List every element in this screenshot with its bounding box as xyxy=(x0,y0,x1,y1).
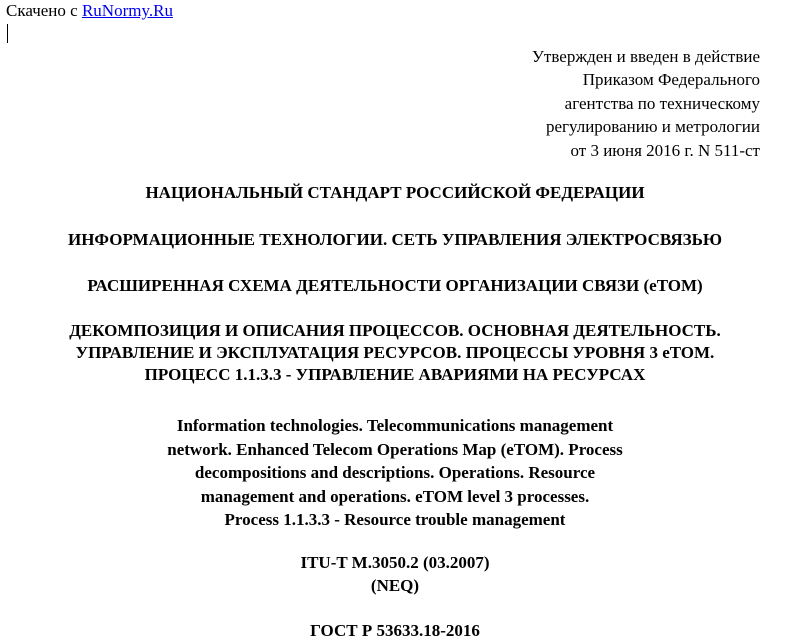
gost-number: ГОСТ Р 53633.18-2016 xyxy=(310,621,480,640)
itu-equivalence: (NEQ) xyxy=(370,576,420,595)
decomposition-line: ДЕКОМПОЗИЦИЯ И ОПИСАНИЯ ПРОЦЕССОВ. ОСНОВНАЯ ДЕЯТЕЛЬНОСТЬ. xyxy=(69,321,721,340)
etom-title-text: РАСШИРЕННАЯ СХЕМА ДЕЯТЕЛЬНОСТИ ОРГАНИЗАЦИИ СВЯЗИ (eTOM) xyxy=(87,276,703,295)
itu-reference-block xyxy=(0,551,790,597)
decomposition-title xyxy=(0,320,790,386)
english-title-line: Information technologies. Telecommunications management xyxy=(176,416,614,435)
it-title-text: ИНФОРМАЦИОННЫЕ ТЕХНОЛОГИИ. СЕТЬ УПРАВЛЕНИЯ ЭЛЕКТРОСВЯЗЬЮ xyxy=(67,230,722,249)
approval-line: регулированию и метрологии xyxy=(545,117,760,137)
source-prefix: Скачено с xyxy=(6,1,82,20)
standard-title-text: НАЦИОНАЛЬНЫЙ СТАНДАРТ РОССИЙСКОЙ ФЕДЕРАЦИИ xyxy=(145,183,645,202)
english-title-line: network. Enhanced Telecom Operations Map (eTOM). Process xyxy=(167,439,623,459)
decomposition-line: УПРАВЛЕНИЕ И ЭКСПЛУАТАЦИЯ РЕСУРСОВ. ПРОЦЕССЫ УРОВНЯ 3 eTOM. xyxy=(75,343,715,362)
standard-title xyxy=(0,182,790,204)
approval-block xyxy=(532,45,760,162)
it-title xyxy=(0,229,790,251)
approval-line: Приказом Федерального xyxy=(582,70,760,90)
english-title xyxy=(0,414,790,532)
source-link[interactable]: RuNormy.Ru xyxy=(81,1,173,20)
decomposition-line: ПРОЦЕСС 1.1.3.3 - УПРАВЛЕНИЕ АВАРИЯМИ НА РЕСУРСАХ xyxy=(144,365,646,384)
etom-title xyxy=(0,275,790,297)
english-title-line: Process 1.1.3.3 - Resource trouble management xyxy=(224,510,566,530)
english-title-line: management and operations. eTOM level 3 processes. xyxy=(200,486,590,506)
itu-reference: ITU-T M.3050.2 (03.2007) xyxy=(300,553,490,572)
gost-number-block xyxy=(0,620,790,642)
approval-line: агентства по техническому xyxy=(564,93,760,113)
approval-line: Утвержден и введен в действие xyxy=(531,47,760,66)
text-cursor xyxy=(7,24,8,43)
source-line xyxy=(6,0,173,22)
english-title-line: decompositions and descriptions. Operations. Resource xyxy=(194,463,596,483)
approval-line: от 3 июня 2016 г. N 511-ст xyxy=(570,140,760,160)
